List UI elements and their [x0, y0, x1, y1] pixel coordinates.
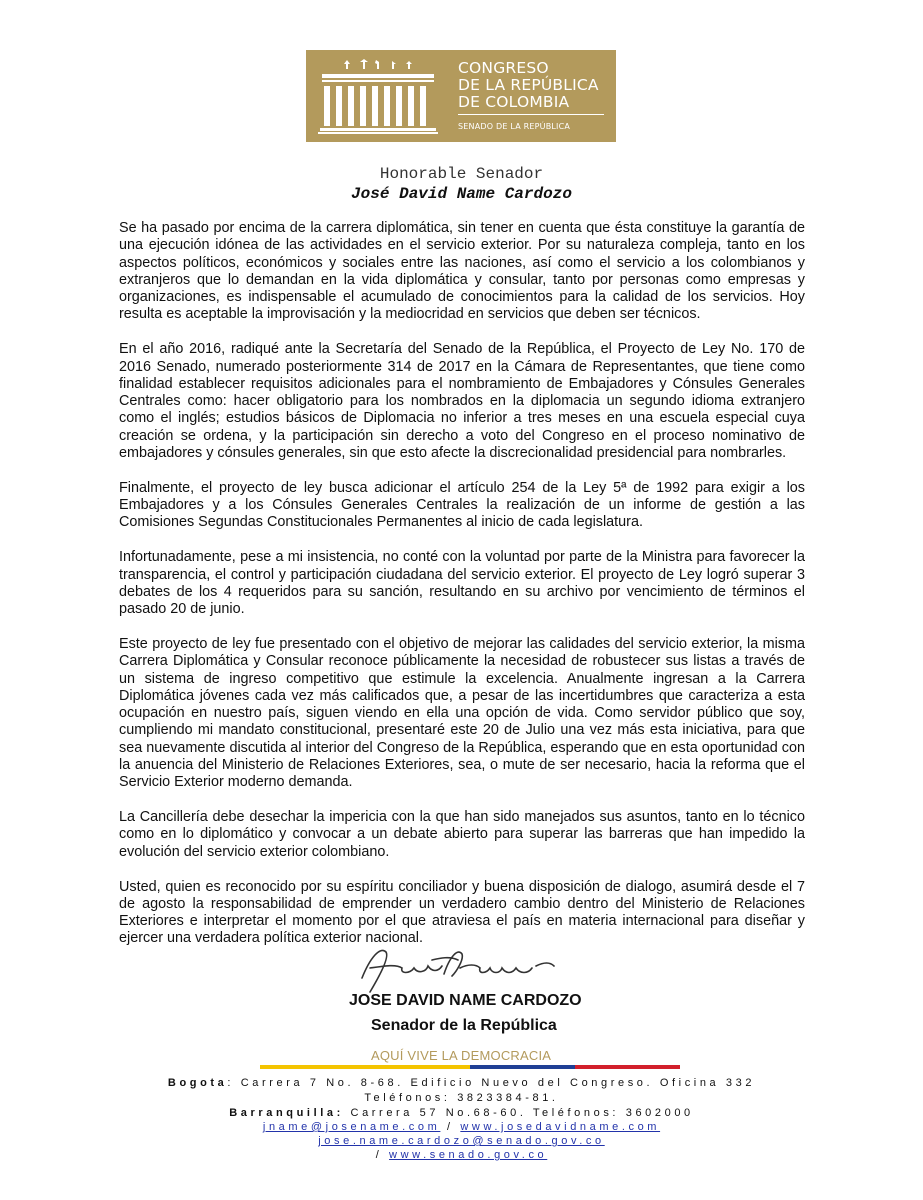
- email-link[interactable]: jname@josename.com: [262, 1121, 441, 1133]
- barranquilla-address-text: Carrera 57 No.68-60. Teléfonos: 3602000: [343, 1107, 694, 1119]
- logo-line-1: CONGRESO: [458, 59, 549, 77]
- bogota-phones: Teléfonos: 3823384-81.: [364, 1092, 559, 1104]
- barranquilla-label: Barranquilla:: [229, 1107, 344, 1119]
- senate-email-link[interactable]: jose.name.cardozo@senado.gov.co: [318, 1135, 605, 1147]
- separator: /: [440, 1121, 461, 1133]
- salutation: Honorable Senador: [379, 165, 544, 183]
- separator: /: [375, 1149, 390, 1161]
- signatory-title: Senador de la República: [371, 1017, 557, 1034]
- paragraph: Finalmente, el proyecto de ley busca adicionar el artículo 254 de la Ley 5ª de 1992 para exigir a los Embajadores y a los Cónsules Generales Centrales la realización de un informe de gestión a las Comisiones Segundas Constitucionales Permanentes al inicio de cada legislatura.: [119, 479, 805, 531]
- logo-subtitle: SENADO DE LA REPÚBLICA: [458, 122, 571, 131]
- senate-email: [0, 1134, 923, 1148]
- colombian-flag-stripe: [260, 1065, 680, 1069]
- senate-website-link[interactable]: www.senado.gov.co: [389, 1149, 548, 1161]
- flag-blue: [470, 1065, 575, 1069]
- website-link[interactable]: www.josedavidname.com: [460, 1121, 661, 1133]
- paragraph: Usted, quien es reconocido por su espíritu conciliador y buena disposición de dialogo, asumirá desde el 7 de agosto la responsabilidad de emprender un verdadero cambio dentro del Ministerio de Relaciones Exteriores e interpretar el momento por el que atraviesa el país en materia internacional para diseñar y ejercer una verdadera política exterior nacional.: [119, 878, 805, 947]
- signatory-name: JOSE DAVID NAME CARDOZO: [349, 992, 582, 1009]
- bogota-address: [0, 1076, 923, 1090]
- motto: AQUÍ VIVE LA DEMOCRACIA: [371, 1048, 552, 1063]
- logo-divider: [458, 114, 604, 115]
- paragraph: La Cancillería debe desechar la impericia con la que han sido manejados sus asuntos, tanto en lo técnico como en lo diplomático y convocar a un debate abierto para superar las barreras que han impedido la evolución del servicio exterior colombiano.: [119, 809, 805, 860]
- handwritten-signature: [340, 938, 570, 998]
- contact-links: [0, 1120, 923, 1134]
- paragraph: Infortunadamente, pese a mi insistencia, no conté con la voluntad por parte de la Ministra para favorecer la transparencia, el control y participación ciudadana del servicio exterior. El proyecto de Ley logró superar 3 debates de los 4 requeridos para su sanción, resultando en su archivo por vencimiento de términos el pasado 20 de junio.: [119, 549, 805, 618]
- bogota-address-text: : Carrera 7 No. 8-68. Edificio Nuevo del Congreso. Oficina 332: [227, 1077, 756, 1089]
- logo-text: [458, 60, 599, 111]
- logo-line-3: DE COLOMBIA: [458, 93, 570, 111]
- paragraph: En el año 2016, radiqué ante la Secretaría del Senado de la República, el Proyecto de Ley No. 170 de 2016 Senado, numerado posteriormente 314 de 2017 en la Cámara de Representantes, que tiene como finalidad establecer requisitos adicionales para el nombramiento de Embajadores y Cónsules Generales Centrales como: hacer obligatorio para los nombrados en la diplomacia un segundo idioma extranjero como el inglés; estudios básicos de Diplomacia no inferior a tres meses en una escuela especial cuya creación se ordena, y la participación sin derecho a voto del Congreso en el proceso nominativo de embajadores y cónsules generales, sin que esto afecte la discrecionalidad presidencial para nombrarles.: [119, 341, 805, 462]
- logo-line-2: DE LA REPÚBLICA: [458, 76, 599, 94]
- congress-logo: [306, 50, 616, 142]
- flag-yellow: [260, 1065, 470, 1069]
- senate-website: [0, 1148, 923, 1162]
- paragraph: Se ha pasado por encima de la carrera diplomática, sin tener en cuenta que ésta constituye la garantía de una ejecución idónea de las actividades en el servicio exterior. Por su naturaleza compleja, tanto en los aspectos políticos, económicos y sociales entre las naciones, así como el servicio a los colombianos y extranjeros que lo demandan en la vida diplomática y consular, tanto por personas como empresas y organizaciones, es indispensable el acumulado de conocimientos para la calidad de los servicios. Hoy resulta es aceptable la improvisación y la mediocridad en servicios que deben ser técnicos.: [119, 220, 805, 323]
- letter-body: [119, 220, 805, 965]
- addressee-name: José David Name Cardozo: [351, 185, 572, 203]
- bogota-label: Bogota: [167, 1077, 228, 1089]
- paragraph: Este proyecto de ley fue presentado con el objetivo de mejorar las calidades del servicio exterior, la misma Carrera Diplomática y Consular reconoce públicamente la necesidad de robustecer sus listas a través de un sistema de ingreso competitivo que estimule la excelencia. Anualmente ingresan a la Carrera Diplomática jóvenes cada vez más calificados que, a pesar de las incertidumbres que caracteriza a esta ocupación en nuestro país, siguen viendo en ella una opción de vida. Como servidor público que soy, cumpliendo mi mandato constitucional, presentaré este 20 de Julio una vez más esta iniciativa, para que sea nuevamente discutida al interior del Congreso de la República, esperando que en esta oportunidad con la anuencia del Ministerio de Relaciones Exteriores, sea, o mute de ser necesario, hacia la reforma que el Servicio Exterior moderno demanda.: [119, 635, 805, 791]
- capitol-building-icon: [314, 56, 442, 136]
- barranquilla-address: [0, 1106, 923, 1120]
- flag-red: [575, 1065, 680, 1069]
